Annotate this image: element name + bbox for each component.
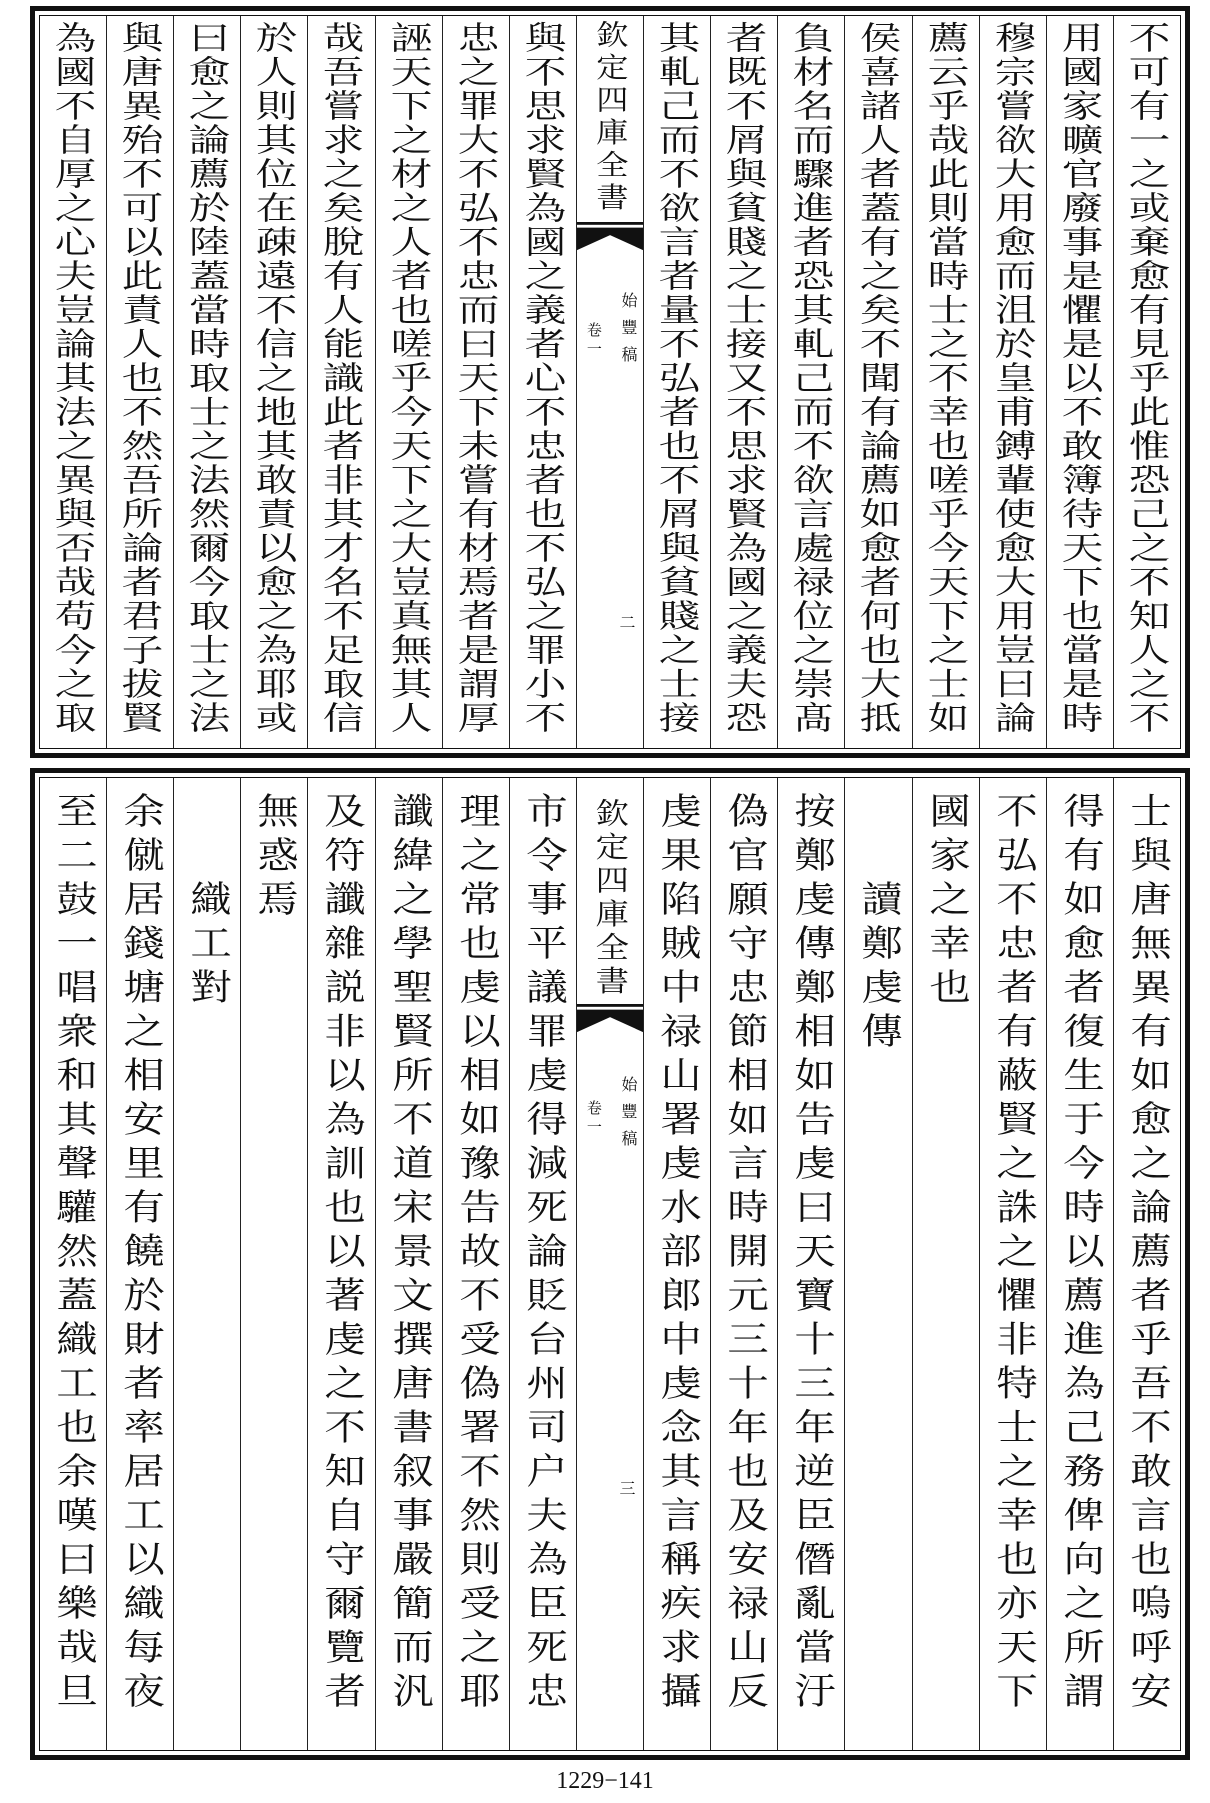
fold-book-title: 始豐稿 xyxy=(619,1076,638,1157)
text-column xyxy=(307,778,374,1750)
column-text: 於人則其位在疎遠不信之地其敢責以愈之為耶或 xyxy=(249,21,300,735)
column-text: 市令事平議罪虔得減死論貶台州司户夫為臣死忠 xyxy=(519,792,567,1716)
text-column xyxy=(40,778,106,1750)
text-column xyxy=(979,778,1046,1750)
text-column xyxy=(509,778,576,1750)
column-text: 其軋己而不欲言者量不弘者也不屑與貧賤之士接 xyxy=(652,21,702,735)
section-title: 織工對 xyxy=(184,880,232,1012)
text-column xyxy=(240,778,307,1750)
text-column xyxy=(106,778,173,1750)
title-column xyxy=(173,778,240,1750)
text-column xyxy=(912,778,979,1750)
text-column xyxy=(777,778,844,1750)
text-column xyxy=(643,16,710,748)
column-text: 薦云乎哉此則當時士之不幸也嗟乎今天下之士如 xyxy=(920,21,971,735)
center-fold xyxy=(576,778,643,1750)
text-column xyxy=(777,16,844,748)
text-column xyxy=(844,16,911,748)
page-top-grid xyxy=(39,15,1181,749)
column-text: 余僦居錢塘之相安里有饒於財者率居工以織每夜 xyxy=(117,792,165,1716)
column-text: 士與唐無異有如愈之論薦者乎吾不敢言也嗚呼安 xyxy=(1123,792,1172,1716)
text-column xyxy=(1113,778,1180,1750)
text-column xyxy=(375,16,442,748)
column-text: 及符讖雜説非以為訓也以著虔之不知自守爾覽者 xyxy=(318,792,366,1716)
text-column xyxy=(442,16,509,748)
column-text: 誣天下之材之人者也嗟乎今天下之大豈真無其人 xyxy=(383,21,434,735)
page-bottom-grid xyxy=(39,777,1181,1751)
page-top xyxy=(30,6,1190,758)
text-column xyxy=(442,778,509,1750)
fishtail-mark xyxy=(577,222,643,252)
column-text: 穆宗嘗欲大用愈而沮於皇甫鎛輩使愈大用豈曰論 xyxy=(987,21,1038,735)
text-column xyxy=(106,16,173,748)
volume-page-label: 1229−141 xyxy=(556,1768,654,1794)
title-column xyxy=(844,778,911,1750)
column-text: 與不思求賢為國之義者心不忠者也不弘之罪小不 xyxy=(518,21,568,735)
column-text: 用國家曠官廢事是懼是以不敢簿待天下也當是時 xyxy=(1055,21,1105,735)
page-bottom xyxy=(30,768,1190,1760)
text-column xyxy=(643,778,710,1750)
column-text: 虔果陷賊中禄山署虔水部郎中虔念其言稱疾求攝 xyxy=(654,792,702,1716)
text-column xyxy=(307,16,374,748)
text-column xyxy=(173,16,240,748)
text-column xyxy=(240,16,307,748)
fold-volume: 卷一 xyxy=(584,322,603,360)
column-text: 哉吾嘗求之矣脫有人能識此者非其才名不足取信 xyxy=(316,21,367,735)
column-text: 為國不自厚之心夫豈論其法之異與否哉苟今之取 xyxy=(48,21,98,735)
text-column xyxy=(1113,16,1180,748)
column-text: 侯喜諸人者蓋有之矣不聞有論薦如愈者何也大抵 xyxy=(853,21,904,735)
section-title: 讀鄭虔傳 xyxy=(855,880,903,1056)
text-column xyxy=(375,778,442,1750)
column-text: 國家之幸也 xyxy=(922,792,970,1012)
text-column xyxy=(710,16,777,748)
fold-page-number: 三 xyxy=(617,1480,636,1496)
column-text: 不弘不忠者有蔽賢之誅之懼非特士之幸也亦天下 xyxy=(989,792,1037,1716)
column-text: 負材名而驟進者恐其軋己而不欲言處禄位之崇髙 xyxy=(786,21,837,735)
column-text: 偽官願守忠節相如言時開元三十年也及安禄山反 xyxy=(721,792,769,1716)
column-text: 讖緯之學聖賢所不道宋景文撰唐書叙事嚴簡而汎 xyxy=(385,792,433,1716)
fold-title: 欽定四庫全書 xyxy=(590,798,631,999)
column-text: 曰愈之論薦於陸蓋當時取士之法然爾今取士之法 xyxy=(182,21,232,735)
column-text: 至二鼓一唱衆和其聲驩然蓋織工也余嘆曰樂哉旦 xyxy=(49,792,98,1716)
fishtail-mark xyxy=(577,1004,643,1034)
fold-book-title: 始豐稿 xyxy=(619,292,638,373)
center-fold xyxy=(576,16,643,748)
text-column xyxy=(1046,16,1113,748)
fold-volume: 卷一 xyxy=(584,1100,603,1138)
text-column xyxy=(509,16,576,748)
column-text: 忠之罪大不弘不忠而曰天下未嘗有材焉者是謂厚 xyxy=(450,21,501,735)
column-text: 不可有一之或棄愈有見乎此惟恐己之不知人之不 xyxy=(1122,21,1172,735)
column-text: 無惑焉 xyxy=(251,792,299,924)
column-text: 與唐異殆不可以此責人也不然吾所論者君子拔賢 xyxy=(115,21,165,735)
fold-page-number: 二 xyxy=(617,614,636,630)
column-text: 按鄭虔傳鄭相如告虔曰天寶十三年逆臣僭亂當汙 xyxy=(788,792,836,1716)
text-column xyxy=(979,16,1046,748)
column-text: 者既不屑與貧賤之士接又不思求賢為國之義夫恐 xyxy=(719,21,769,735)
fold-title: 欽定四庫全書 xyxy=(591,20,630,215)
text-column xyxy=(710,778,777,1750)
column-text: 理之常也虔以相如豫告故不受偽署不然則受之耶 xyxy=(452,792,500,1716)
text-column xyxy=(912,16,979,748)
text-column xyxy=(40,16,106,748)
text-column xyxy=(1046,778,1113,1750)
column-text: 得有如愈者復生于今時以薦進為己務俾向之所謂 xyxy=(1056,792,1104,1716)
